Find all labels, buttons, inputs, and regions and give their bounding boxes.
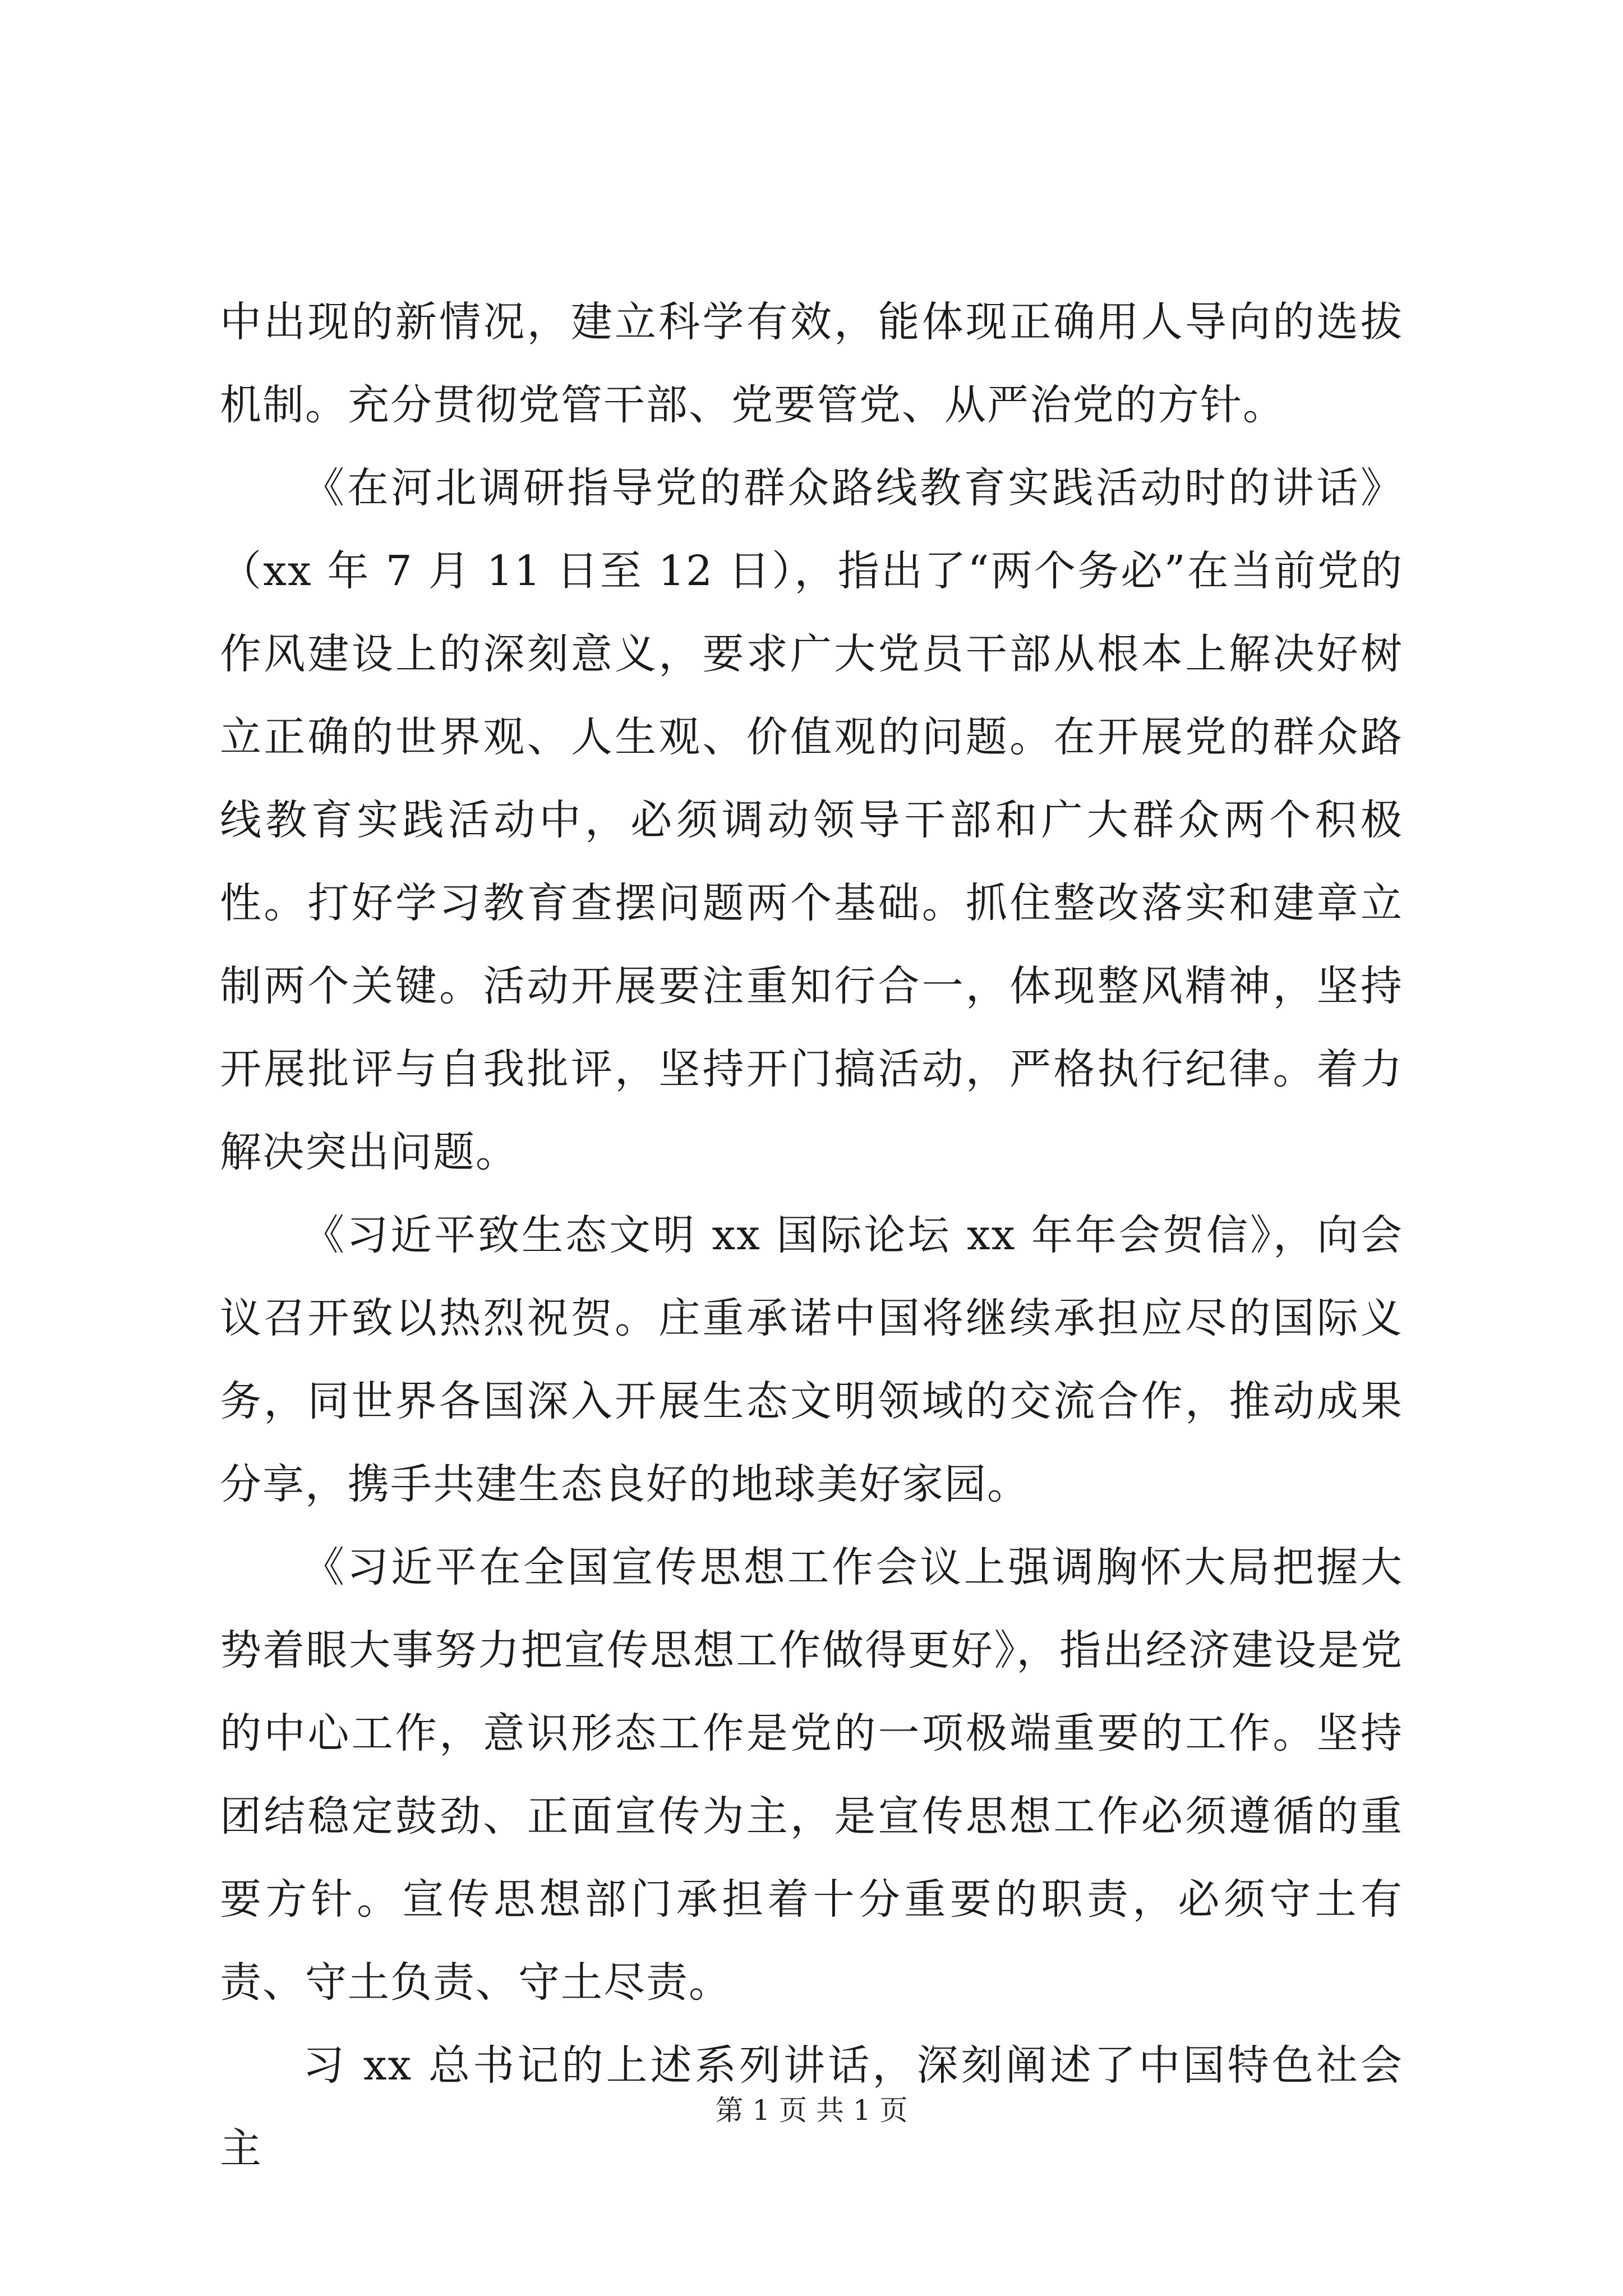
paragraph: 《在河北调研指导党的群众路线教育实践活动时的讲话》（xx 年 7 月 11 日至 12 日），指出了“两个务必”在当前党的作风建设上的深刻意义，要求广大党员干部从根本上解决好树立正确的世界观、人生观、价值观的问题。在开展党的群众路线教育实践活动中，必须调动领导干部和广大群众两个积极性。打好学习教育查摆问题两个基础。抓住整改落实和建章立制两个关键。活动开展要注重知行合一，体现整风精神，坚持开展批评与自我批评，坚持开门搞活动，严格执行纪律。着力解决突出问题。 (220, 464, 1403, 1176)
paragraph: 中出现的新情况，建立科学有效，能体现正确用人导向的选拔机制。充分贯彻党管干部、党要管党、从严治党的方针。 (220, 298, 1403, 429)
document-body (220, 280, 1403, 2190)
paragraph: 《习近平在全国宣传思想工作会议上强调胸怀大局把握大势着眼大事努力把宣传思想工作做得更好》，指出经济建设是党的中心工作，意识形态工作是党的一项极端重要的工作。坚持团结稳定鼓劲、正面宣传为主，是宣传思想工作必须遵循的重要方针。宣传思想部门承担着十分重要的职责，必须守土有责、守土负责、守土尽责。 (220, 1543, 1403, 2007)
page-footer: 第 1 页 共 1 页 (715, 2094, 908, 2127)
paragraph: 习 xx 总书记的上述系列讲话，深刻阐述了中国特色社会主 (220, 2041, 1403, 2173)
paragraph: 《习近平致生态文明 xx 国际论坛 xx 年年会贺信》，向会议召开致以热烈祝贺。庄重承诺中国将继续承担应尽的国际义务，同世界各国深入开展生态文明领域的交流合作，推动成果分享，携手共建生态良好的地球美好家园。 (220, 1211, 1403, 1508)
